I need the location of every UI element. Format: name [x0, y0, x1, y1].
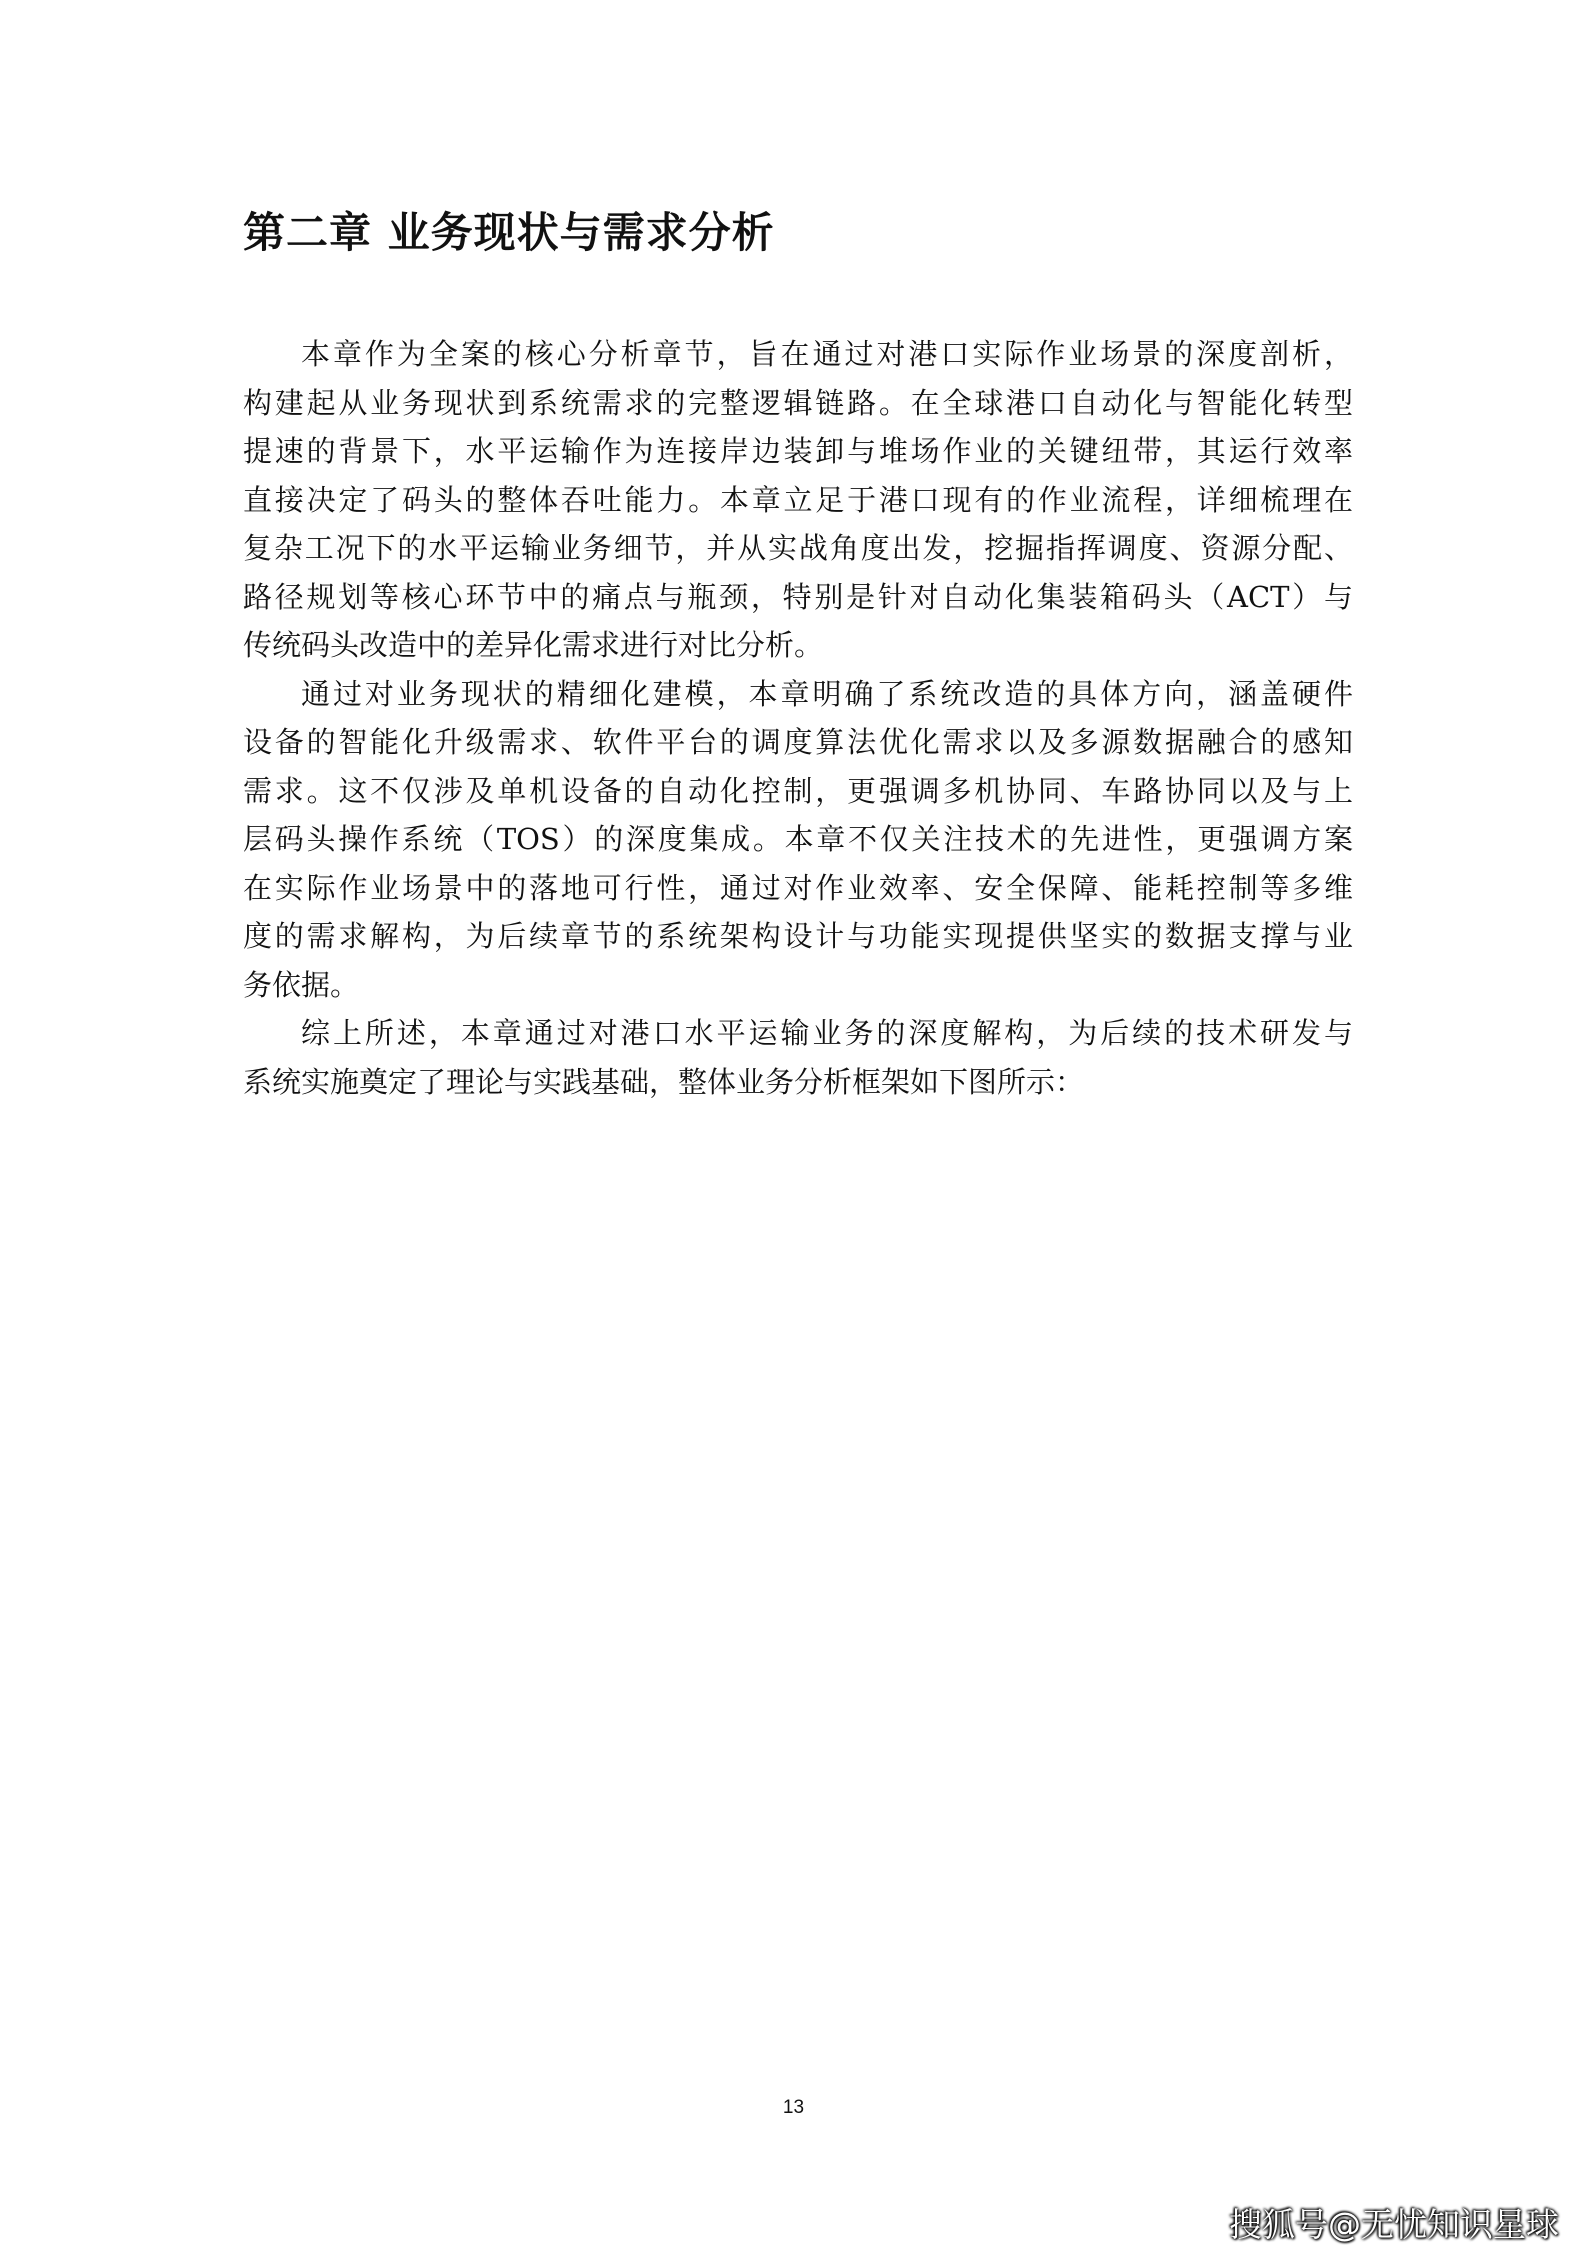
paragraph-line: 在实际作业场景中的落地可行性，通过对作业效率、安全保障、能耗控制等多维: [243, 870, 1353, 905]
paragraph-modeling: [243, 670, 1353, 1010]
paragraph-line: 务依据。: [243, 967, 360, 1002]
body-text: [243, 330, 1353, 1106]
chapter-title: 第二章 业务现状与需求分析: [243, 208, 775, 257]
paragraph-line: 传统码头改造中的差异化需求进行对比分析。: [243, 628, 824, 662]
paragraph-line: 本章作为全案的核心分析章节，旨在通过对港口实际作业场景的深度剖析，: [301, 337, 1353, 371]
paragraph-line: 综上所述，本章通过对港口水平运输业务的深度解构，为后续的技术研发与: [301, 1016, 1353, 1050]
watermark: 搜狐号@无忧知识星球: [1229, 2205, 1559, 2244]
paragraph-line: 提速的背景下，水平运输作为连接岸边装卸与堆场作业的关键纽带，其运行效率: [243, 434, 1353, 468]
paragraph-line: 层码头操作系统（TOS）的深度集成。本章不仅关注技术的先进性，更强调方案: [243, 822, 1353, 856]
paragraph-intro: [243, 330, 1353, 670]
paragraph-line: 系统实施奠定了理论与实践基础，整体业务分析框架如下图所示：: [243, 1064, 1085, 1099]
page-number: 13: [782, 2097, 805, 2118]
paragraph-line: 通过对业务现状的精细化建模，本章明确了系统改造的具体方向，涵盖硬件: [301, 676, 1353, 711]
paragraph-line: 构建起从业务现状到系统需求的完整逻辑链路。在全球港口自动化与智能化转型: [243, 385, 1353, 420]
paragraph-line: 直接决定了码头的整体吞吐能力。本章立足于港口现有的作业流程，详细梳理在: [243, 482, 1353, 517]
paragraph-line: 路径规划等核心环节中的痛点与瓶颈，特别是针对自动化集装箱码头（ACT）与: [243, 579, 1353, 614]
paragraph-line: 度的需求解构，为后续章节的系统架构设计与功能实现提供坚实的数据支撑与业: [243, 919, 1353, 953]
paragraph-line: 需求。这不仅涉及单机设备的自动化控制，更强调多机协同、车路协同以及与上: [243, 773, 1353, 808]
paragraph-summary: [243, 1009, 1353, 1106]
paragraph-line: 复杂工况下的水平运输业务细节，并从实战角度出发，挖掘指挥调度、资源分配、: [243, 531, 1353, 565]
paragraph-line: 设备的智能化升级需求、软件平台的调度算法优化需求以及多源数据融合的感知: [243, 725, 1353, 759]
